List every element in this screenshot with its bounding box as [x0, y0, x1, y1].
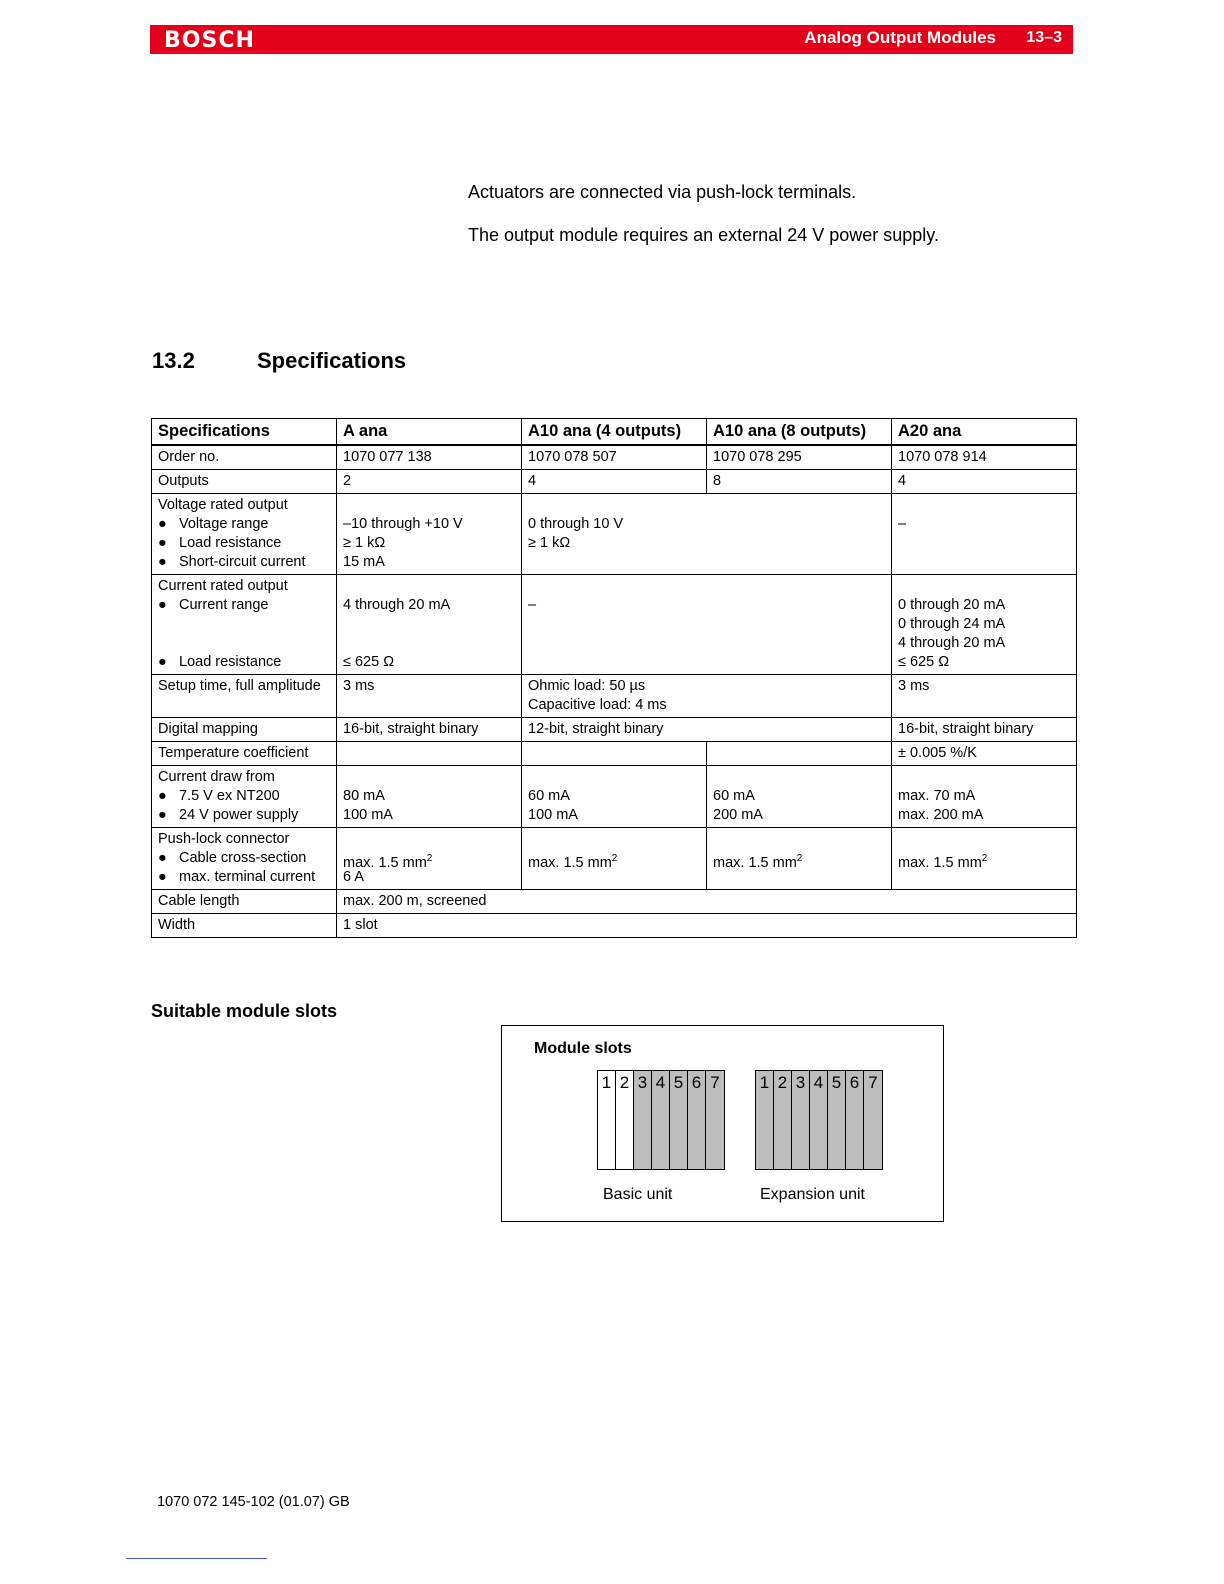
row-label: Order no.: [152, 445, 337, 470]
table-cell: [337, 494, 522, 575]
table-row-digital-mapping: [152, 718, 1077, 742]
row-label: [152, 828, 337, 890]
table-cell: [337, 742, 522, 766]
table-cell: [522, 742, 707, 766]
row-label: [152, 766, 337, 828]
table-cell: 1070 078 295: [707, 445, 892, 470]
table-header-row: [152, 419, 1077, 446]
cell-value: 15 mA: [343, 554, 385, 570]
column-header: A10 ana (8 outputs): [707, 419, 892, 446]
bullet-icon: ●: [158, 516, 167, 532]
bullet-icon: ●: [158, 535, 167, 551]
table-cell: 4: [522, 470, 707, 494]
expansion-unit-slot-2: 2: [774, 1071, 792, 1169]
cell-value: 4 through 20 mA: [343, 597, 451, 613]
table-cell: [522, 494, 892, 575]
table-cell: [522, 828, 707, 890]
table-cell: 1 slot: [337, 914, 1077, 938]
cell-value: max. 200 mA: [898, 807, 984, 823]
table-cell: 16-bit, straight binary: [337, 718, 522, 742]
table-cell: 2: [337, 470, 522, 494]
cell-value: Capacitive load: 4 ms: [528, 697, 667, 713]
bullet-item: ● Load resistance: [158, 535, 282, 551]
table-row-order-no: [152, 445, 1077, 470]
table-cell: [892, 766, 1077, 828]
table-cell: [892, 494, 1077, 575]
table-cell: [892, 575, 1077, 675]
table-cell: 1070 078 914: [892, 445, 1077, 470]
basic-unit-slot-3: 3: [634, 1071, 652, 1169]
header-section-title: Analog Output Modules: [804, 28, 996, 47]
table-row-width: [152, 914, 1077, 938]
cell-value: 60 mA: [713, 788, 755, 804]
expansion-unit-slot-3: 3: [792, 1071, 810, 1169]
basic-unit-slot-2: 2: [616, 1071, 634, 1169]
cell-value: –: [528, 597, 537, 613]
basic-unit-slot-4: 4: [652, 1071, 670, 1169]
expansion-unit-label: Expansion unit: [760, 1186, 865, 1203]
specifications-table: [151, 418, 1077, 938]
table-cell: [707, 766, 892, 828]
table-cell: [337, 575, 522, 675]
bullet-icon: ●: [158, 869, 167, 885]
table-cell: [707, 828, 892, 890]
expansion-unit-slot-6: 6: [846, 1071, 864, 1169]
row-label: Setup time, full amplitude: [152, 675, 337, 718]
row-label: Cable length: [152, 890, 337, 914]
column-header: A ana: [337, 419, 522, 446]
table-row-temperature: [152, 742, 1077, 766]
table-cell: 1070 077 138: [337, 445, 522, 470]
table-row-outputs: [152, 470, 1077, 494]
table-cell: ± 0.005 %/K: [892, 742, 1077, 766]
cell-value: max. 1.5 $mm^2$: [898, 853, 988, 871]
basic-unit-slot-5: 5: [670, 1071, 688, 1169]
basic-unit-label: Basic unit: [603, 1186, 673, 1203]
expansion-unit-slot-1: 1: [756, 1071, 774, 1169]
table-row-setup-time: [152, 675, 1077, 718]
row-label-title: Current draw from: [158, 769, 275, 785]
row-label-title: Current rated output: [158, 578, 288, 594]
row-label: Temperature coefficient: [152, 742, 337, 766]
table-row-push-lock: [152, 828, 1077, 890]
cell-value: 100 mA: [343, 807, 393, 823]
table-cell: [892, 828, 1077, 890]
table-cell: 16-bit, straight binary: [892, 718, 1077, 742]
cell-value: 0 through 24 mA: [898, 616, 1006, 632]
row-label: Width: [152, 914, 337, 938]
expansion-unit-slots: [755, 1070, 883, 1170]
bullet-item: ● max. terminal current: [158, 869, 316, 885]
basic-unit-slot-1: 1: [598, 1071, 616, 1169]
basic-unit-slot-6: 6: [688, 1071, 706, 1169]
row-label: Outputs: [152, 470, 337, 494]
page-number: 13–3: [1026, 29, 1062, 46]
header-bar: [150, 25, 1073, 54]
bullet-item: ● Current range: [158, 597, 269, 613]
bullet-icon: ●: [158, 788, 167, 804]
cell-value: –10 through +10 V: [343, 516, 463, 532]
bullet-icon: ●: [158, 597, 167, 613]
table-row-current-output: [152, 575, 1077, 675]
cell-value: –: [898, 516, 907, 532]
cell-value: ≤ 625 Ω: [343, 654, 395, 670]
row-label: [152, 494, 337, 575]
bullet-icon: ●: [158, 850, 167, 866]
table-cell: 3 ms: [337, 675, 522, 718]
table-row-current-draw: [152, 766, 1077, 828]
bullet-icon: ●: [158, 807, 167, 823]
table-cell: 1070 078 507: [522, 445, 707, 470]
cell-value: ≥ 1 kΩ: [528, 535, 571, 551]
table-cell: 12-bit, straight binary: [522, 718, 892, 742]
cell-value: 0 through 10 V: [528, 516, 624, 532]
intro-line-1: Actuators are connected via push-lock terminals.: [468, 182, 857, 202]
basic-unit-slot-7: 7: [706, 1071, 724, 1169]
table-cell: 3 ms: [892, 675, 1077, 718]
column-header: A20 ana: [892, 419, 1077, 446]
cell-value: 100 mA: [528, 807, 578, 823]
column-header: A10 ana (4 outputs): [522, 419, 707, 446]
bullet-item: ● 7.5 V ex NT200: [158, 788, 280, 804]
table-cell: 4: [892, 470, 1077, 494]
row-label-title: Push-lock connector: [158, 831, 290, 847]
table-cell: max. 200 m, screened: [337, 890, 1077, 914]
brand-logo: BOSCH: [164, 28, 255, 53]
footer-rule: [126, 1558, 267, 1559]
cell-value: 4 through 20 mA: [898, 635, 1006, 651]
cell-value: max. 1.5 $mm^2$: [713, 853, 803, 871]
cell-value: 60 mA: [528, 788, 570, 804]
expansion-unit-slot-4: 4: [810, 1071, 828, 1169]
table-cell: [522, 575, 892, 675]
table-cell: [522, 675, 892, 718]
table-cell: [707, 742, 892, 766]
module-slots-diagram: [501, 1025, 944, 1222]
table-cell: 8: [707, 470, 892, 494]
table-cell: [522, 766, 707, 828]
bullet-item: ● Voltage range: [158, 516, 269, 532]
bullet-item: ● Short-circuit current: [158, 554, 306, 570]
expansion-unit-slot-7: 7: [864, 1071, 882, 1169]
basic-unit-slots: [597, 1070, 725, 1170]
bullet-item: ● 24 V power supply: [158, 807, 299, 823]
module-slots-subtitle: Suitable module slots: [151, 1001, 338, 1021]
cell-value: 200 mA: [713, 807, 763, 823]
section-title: Specifications: [257, 348, 407, 373]
table-row-voltage-output: [152, 494, 1077, 575]
cell-value: 6 A: [343, 869, 364, 885]
cell-value: 80 mA: [343, 788, 385, 804]
cell-value: max. 1.5 $mm^2$: [343, 853, 433, 871]
intro-line-2: The output module requires an external 24 V power supply.: [468, 225, 939, 245]
expansion-unit-slot-5: 5: [828, 1071, 846, 1169]
table-row-cable-length: [152, 890, 1077, 914]
cell-value: 0 through 20 mA: [898, 597, 1006, 613]
row-label: Digital mapping: [152, 718, 337, 742]
table-cell: [337, 828, 522, 890]
row-label-title: Voltage rated output: [158, 497, 288, 513]
cell-value: max. 1.5 $mm^2$: [528, 853, 618, 871]
cell-value: ≤ 625 Ω: [898, 654, 950, 670]
row-label: [152, 575, 337, 675]
table-cell: [337, 766, 522, 828]
bullet-icon: ●: [158, 654, 167, 670]
module-slots-title: Module slots: [534, 1040, 632, 1057]
cell-value: Ohmic load: 50 µs: [528, 678, 646, 694]
cell-value: max. 70 mA: [898, 788, 976, 804]
column-header: Specifications: [152, 419, 337, 446]
document-id: 1070 072 145-102 (01.07) GB: [157, 1494, 350, 1510]
bullet-icon: ●: [158, 554, 167, 570]
cell-value: ≥ 1 kΩ: [343, 535, 386, 551]
bullet-item: ● Load resistance: [158, 654, 282, 670]
section-number: 13.2: [152, 348, 195, 373]
bullet-item: ● Cable cross-section: [158, 850, 307, 866]
